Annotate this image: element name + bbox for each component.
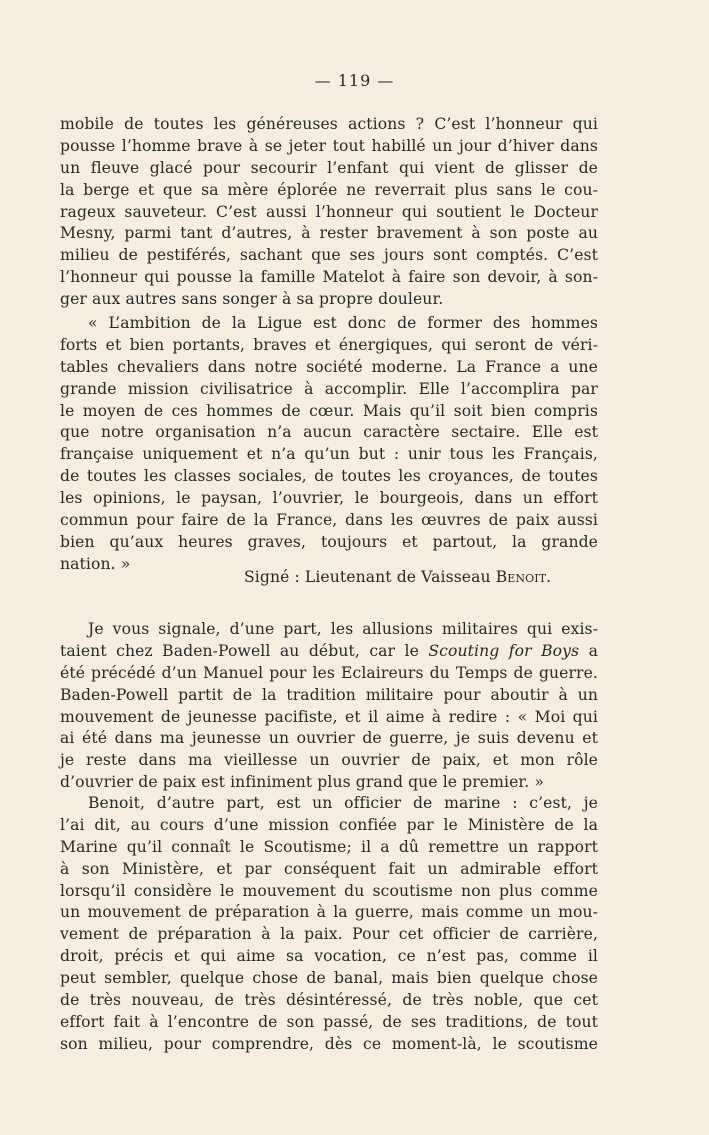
book-title: Scouting for Boys (428, 641, 580, 660)
text-line: vement de préparation à la paix. Pour cet officier de carrière, (60, 925, 598, 944)
signature (244, 567, 551, 589)
text-line: de très nouveau, de très désintéressé, de très noble, que cet (60, 991, 598, 1010)
paragraph-1 (60, 114, 598, 311)
text-line: un fleuve glacé pour secourir l’enfant qui vient de glisser de (60, 158, 598, 177)
text-line: son milieu, pour comprendre, dès ce moment-là, le scoutisme (60, 1034, 598, 1053)
text-line: Je vous signale, d’une part, les allusions militaires qui exis- (88, 620, 598, 638)
text-line: droit, précis et qui aime sa vocation, ce n’est pas, comme il (60, 947, 598, 966)
paragraph-3 (60, 619, 598, 794)
text-line: Benoit, d’autre part, est un officier de marine : c’est, je (88, 794, 598, 812)
text-line: tables chevaliers dans notre société moderne. La France a une (60, 357, 598, 376)
text-line: pousse l’homme brave à se jeter tout habillé un jour d’hiver dans (60, 136, 598, 155)
text-line: Marine qu’il connaît le Scoutisme; il a dû remettre un rapport (60, 837, 598, 856)
text-line: nation. » (60, 554, 131, 573)
text-line: un mouvement de préparation à la guerre, mais comme un mou- (60, 903, 598, 922)
page-number: — 119 — (314, 71, 395, 90)
text-line: rageux sauveteur. C’est aussi l’honneur qui soutient le Docteur (60, 202, 598, 221)
text-line: milieu de pestiférés, sachant que ses jours sont comptés. C’est (60, 246, 598, 265)
signature-name: Benoit. (495, 568, 552, 586)
text-line: peut sembler, quelque chose de banal, mais bien quelque chose (60, 969, 598, 988)
paragraph-4 (60, 793, 598, 1056)
text-line: ai été dans ma jeunesse un ouvrier de guerre, je suis devenu et (60, 729, 598, 748)
text-line: l’ai dit, au cours d’une mission confiée par le Ministère de la (60, 815, 598, 834)
signature-prefix: Signé : Lieutenant de Vaisseau (244, 568, 496, 586)
text-line: le moyen de ces hommes de cœur. Mais qu’il soit bien compris (60, 401, 598, 420)
text-line: mouvement de jeunesse pacifiste, et il aime à redire : « Moi qui (60, 707, 598, 726)
text-line: lorsqu’il considère le mouvement du scoutisme non plus comme (60, 881, 598, 900)
text-line: effort fait à l’encontre de son passé, de ses traditions, de tout (60, 1012, 598, 1031)
text-line: Mesny, parmi tant d’autres, à rester bravement à son poste au (60, 224, 598, 243)
text-fragment: taient chez Baden-Powell au début, car le (60, 641, 429, 660)
text-fragment: a (579, 641, 598, 660)
text-line: ger aux autres sans songer à sa propre douleur. (60, 290, 444, 309)
text-line: à son Ministère, et par conséquent fait un admirable effort (60, 859, 598, 878)
text-line: les opinions, le paysan, l’ouvrier, le bourgeois, dans un effort (60, 489, 598, 508)
text-line: mobile de toutes les généreuses actions ? C’est l’honneur qui (60, 115, 598, 133)
text-line: grande mission civilisatrice à accomplir. Elle l’accomplira par (60, 379, 598, 398)
paragraph-2 (60, 313, 598, 576)
text-line: de toutes les classes sociales, de toutes les croyances, de toutes (60, 467, 598, 486)
text-line: « L’ambition de la Ligue est donc de former des hommes (88, 314, 598, 332)
text-line: commun pour faire de la France, dans les œuvres de paix aussi (60, 511, 598, 530)
text-line: la berge et que sa mère éplorée ne reverrait plus sans le cou- (60, 180, 598, 199)
text-line: été précédé d’un Manuel pour les Eclaireurs du Temps de guerre. (60, 663, 598, 682)
text-line: l’honneur qui pousse la famille Matelot à faire son devoir, à son- (60, 268, 598, 287)
text-line: je reste dans ma vieillesse un ouvrier de paix, et mon rôle (60, 751, 598, 770)
text-line: bien qu’aux heures graves, toujours et partout, la grande (60, 532, 598, 551)
text-line: Baden-Powell partit de la tradition militaire pour aboutir à un (60, 685, 598, 704)
text-line: que notre organisation n’a aucun caractère sectaire. Elle est (60, 423, 598, 442)
text-line-with-title (60, 641, 598, 663)
text-line: d’ouvrier de paix est infiniment plus grand que le premier. » (60, 773, 545, 792)
text-line: forts et bien portants, braves et énergiques, qui seront de véri- (60, 335, 598, 354)
text-line: française uniquement et n’a qu’un but : unir tous les Français, (60, 445, 598, 464)
